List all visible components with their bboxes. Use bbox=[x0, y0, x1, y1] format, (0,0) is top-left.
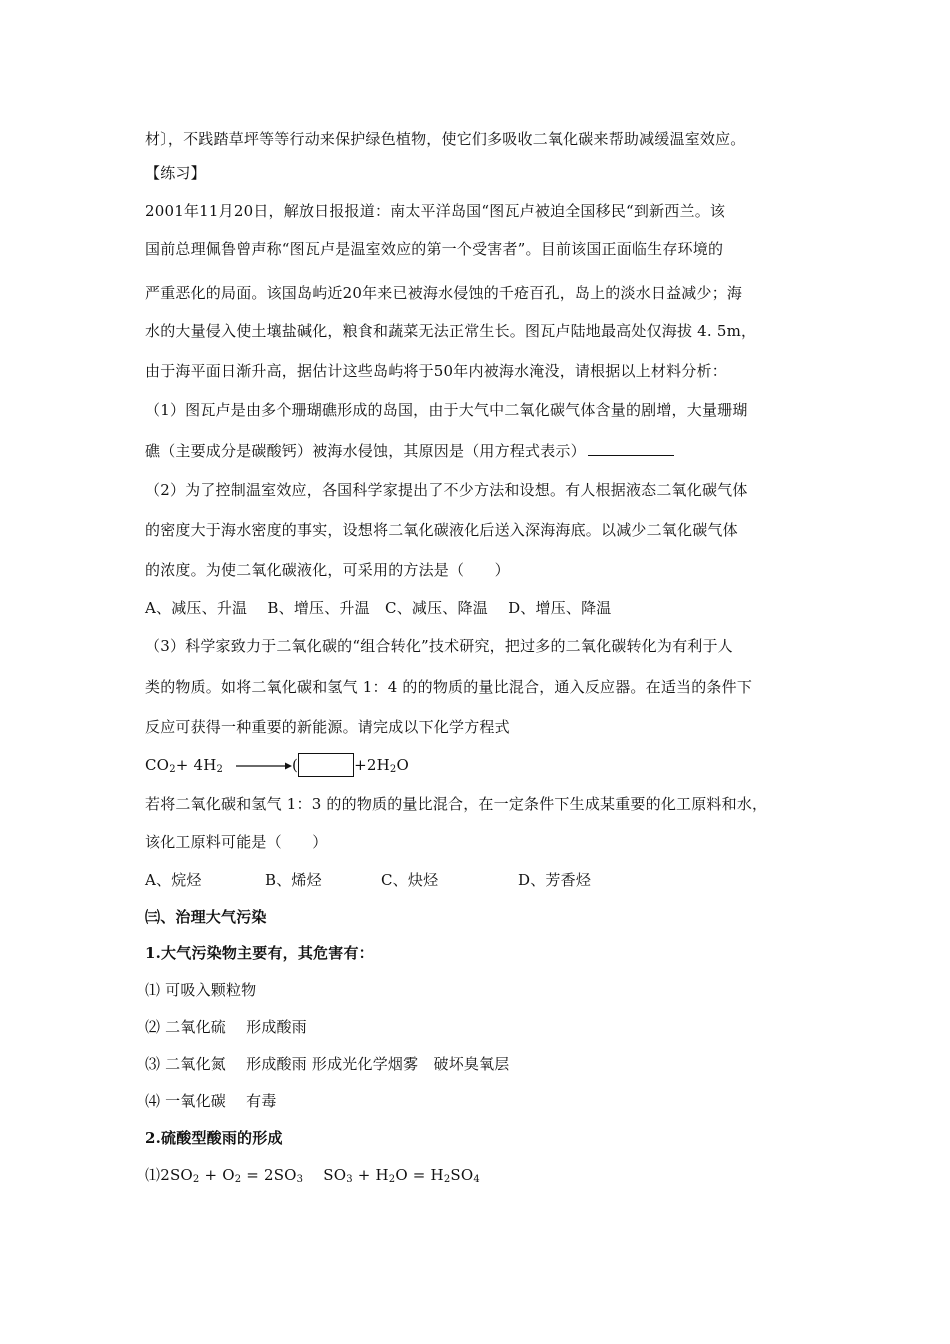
eq-subscript: 2 bbox=[234, 1174, 242, 1185]
question-4-line: 若将二氧化碳和氢气 1：3 的的物质的量比混合，在一定条件下生成某重要的化工原料和水， bbox=[145, 795, 768, 813]
equation-h2: + 4H bbox=[175, 756, 217, 774]
eq-subscript: 3 bbox=[296, 1174, 304, 1185]
option-a: A、烷烃 bbox=[145, 871, 202, 889]
question-1-text: 礁（主要成分是碳酸钙）被海水侵蚀，其原因是（用方程式表示） bbox=[145, 442, 586, 460]
eq-subscript: 4 bbox=[473, 1174, 480, 1185]
option-d: D、芳香烃 bbox=[518, 871, 592, 889]
subsection-heading: 2.硫酸型酸雨的形成 bbox=[145, 1129, 283, 1147]
question-1-line bbox=[145, 441, 815, 461]
list-item: ⑵ 二氧化硫 形成酸雨 bbox=[145, 1018, 307, 1036]
paragraph-line: 水的大量侵入使土壤盐碱化，粮食和蔬菜无法正常生长。图瓦卢陆地最高处仅海拔 4. 5m， bbox=[145, 322, 757, 340]
eq-subscript: 2 bbox=[388, 1174, 396, 1185]
eq-part: SO bbox=[323, 1166, 347, 1184]
list-item: ⑴ 可吸入颗粒物 bbox=[145, 981, 257, 999]
question-4-line: 该化工原料可能是（ ） bbox=[145, 833, 328, 851]
eq-part: + H bbox=[352, 1166, 389, 1184]
option-c: C、炔烃 bbox=[381, 871, 439, 889]
practice-heading: 【练习】 bbox=[145, 164, 206, 182]
question-1-line: （1）图瓦卢是由多个珊瑚礁形成的岛国，由于大气中二氧化碳气体含量的剧增，大量珊瑚 bbox=[145, 401, 748, 419]
question-4-options bbox=[145, 870, 815, 890]
equation-subscript: 2 bbox=[216, 764, 224, 775]
eq-part: + O bbox=[199, 1166, 235, 1184]
eq-subscript: 3 bbox=[346, 1174, 353, 1185]
question-2-line: 的浓度。为使二氧化碳液化，可采用的方法是（ ） bbox=[145, 561, 510, 579]
paragraph-line: 由于海平面日渐升高，据估计这些岛屿将于50年内被海水淹没，请根据以上材料分析： bbox=[145, 362, 727, 380]
equation-water: +2H bbox=[354, 756, 390, 774]
eq-subscript: 2 bbox=[443, 1174, 451, 1185]
product-answer-box[interactable] bbox=[298, 753, 354, 777]
eq-subscript: 2 bbox=[192, 1174, 200, 1185]
eq-part: SO bbox=[450, 1166, 474, 1184]
reaction-arrow-icon bbox=[236, 761, 292, 771]
paragraph-line: 国前总理佩鲁曾声称“图瓦卢是温室效应的第一个受害者”。目前该国正面临生存环境的 bbox=[145, 240, 724, 258]
list-item: ⑶ 二氧化氮 形成酸雨 形成光化学烟雾 破坏臭氧层 bbox=[145, 1055, 510, 1073]
section-heading: ㈢、治理大气污染 bbox=[145, 908, 267, 926]
equation-paren: ( bbox=[292, 756, 299, 774]
equation-co2: CO bbox=[145, 756, 170, 774]
equation-water-o: O bbox=[396, 756, 409, 774]
answer-blank[interactable] bbox=[588, 441, 674, 456]
question-2-line: （2）为了控制温室效应，各国科学家提出了不少方法和设想。有人根据液态二氧化碳气体 bbox=[145, 481, 748, 499]
question-2-options: A、减压、升温 B、增压、升温 C、减压、降温 D、增压、降温 bbox=[145, 599, 612, 617]
question-3-line: 反应可获得一种重要的新能源。请完成以下化学方程式 bbox=[145, 718, 510, 736]
eq-part: = 2SO bbox=[241, 1166, 297, 1184]
acid-rain-equation bbox=[145, 1165, 815, 1185]
equation-subscript: 2 bbox=[389, 764, 397, 775]
chemical-equation bbox=[145, 755, 815, 777]
eq-part: ⑴2SO bbox=[145, 1166, 193, 1184]
list-item: ⑷ 一氧化碳 有毒 bbox=[145, 1092, 277, 1110]
paragraph-line: 严重恶化的局面。该国岛屿近20年来已被海水侵蚀的千疮百孔，岛上的淡水日益减少；海 bbox=[145, 284, 743, 302]
question-3-line: （3）科学家致力于二氧化碳的“组合转化”技术研究，把过多的二氧化碳转化为有利于人 bbox=[145, 637, 733, 655]
paragraph-line: 2001年11月20日，解放日报报道：南太平洋岛国“图瓦卢被迫全国移民“到新西兰。该 bbox=[145, 202, 726, 220]
eq-part: O = H bbox=[395, 1166, 444, 1184]
equation-subscript: 2 bbox=[169, 764, 176, 775]
paragraph-intro-tail: 材〕，不践踏草坪等等行动来保护绿色植物，使它们多吸收二氧化碳来帮助减缓温室效应。 bbox=[145, 130, 746, 148]
question-2-line: 的密度大于海水密度的事实，设想将二氧化碳液化后送入深海海底。以减少二氧化碳气体 bbox=[145, 521, 738, 539]
question-3-line: 类的物质。如将二氧化碳和氢气 1：4 的的物质的量比混合，通入反应器。在适当的条件下 bbox=[145, 678, 753, 696]
option-b: B、烯烃 bbox=[265, 871, 322, 889]
subsection-heading: 1.大气污染物主要有，其危害有： bbox=[145, 944, 374, 962]
